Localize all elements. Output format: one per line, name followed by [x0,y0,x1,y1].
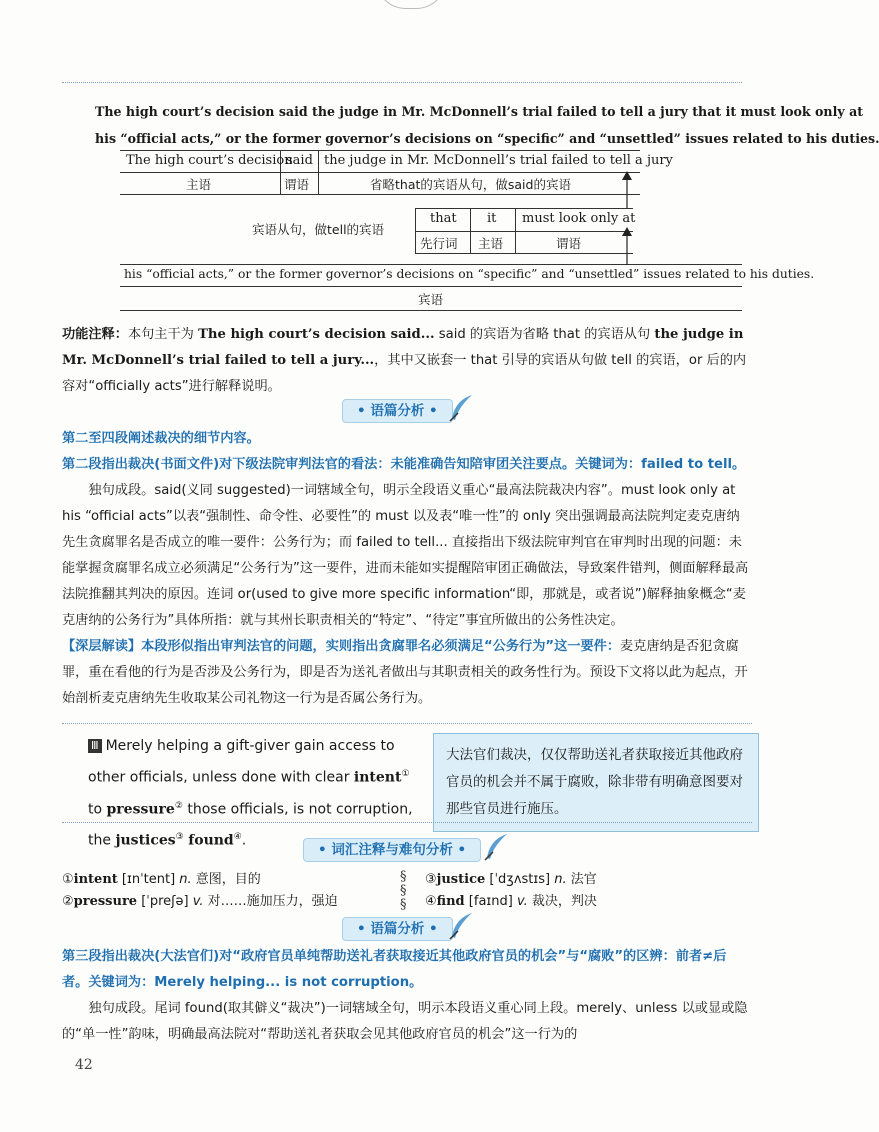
paragraph-number: Ⅲ [88,739,102,753]
deep-label: 【深层解读】 [62,639,142,654]
diagram-bottom-label: 宾语 [418,292,444,307]
diagram-bottom-top [120,264,742,265]
analysis-1-deep [62,634,752,712]
analysis-section-2 [62,944,752,1048]
function-note-text: said 的宾语为省略 that 的宾语从句 [434,327,655,342]
vocab-phonetic: [ɪnˈtent] [121,872,176,887]
diagram-arrows [610,170,640,270]
section-badge-discourse: • 语篇分析 • [342,399,453,423]
vocab-item [62,892,338,912]
footnote-marker: ① [401,769,410,779]
deep-rest: 麦克唐纳是否犯贪腐罪，重在看他的行为是否涉及公务行为，即是否为送礼者做出与其职责相关的政务性行为。预设下文将以此为起点，开始剖析麦克唐纳先生收取某公司礼物这一行为是否属公务行为。 [62,639,748,706]
vocab-pos: v. [516,894,528,909]
vocab-def: 法官 [570,872,597,887]
diagram-inner-mid [415,231,633,232]
footnote-marker: ③ [175,832,184,843]
diagram-bottom-text: his “official acts,” or the former governor’s decisions on “specific” and “unsettled” issues related to his duties. [124,267,815,281]
diagram-verb-label: 谓语 [284,177,310,192]
vocab-item [425,892,597,912]
page-number: 42 [75,1057,93,1073]
vocab-num: ③ [425,872,437,887]
diagram-verb: said [286,153,313,168]
function-note-text: ，其中又嵌套一 that 引导的宾语从句做 tell 的宾语， [374,353,689,368]
passage-keyword: intent [353,769,402,786]
function-note-bold: the judge in Mr. McDonnell’s trial failed to tell a jury... [62,327,744,368]
diagram-object-label: 省略that的宾语从句，做said的宾语 [370,177,571,192]
diagram-sep [515,208,516,254]
passage-keyword: pressure [106,801,175,818]
section-badge-discourse: • 语篇分析 • [342,917,453,941]
diagram-top-border [120,150,640,151]
passage-keyword: found [188,832,234,849]
diagram-object: the judge in Mr. McDonnell’s trial failed to tell a jury [324,153,673,168]
function-note-text: 本句主干为 [127,327,199,342]
vocab-word: pressure [73,894,138,909]
function-note-text: or 后的内容对“officially acts”进行解释说明。 [62,353,747,394]
vocab-phonetic: [ˈpreʃə] [141,894,189,909]
footnote-marker: ④ [233,832,242,843]
diagram-bottom-border [120,194,640,195]
footnote-marker: ② [174,800,183,811]
vocab-num: ① [62,872,74,887]
badge-label: 语篇分析 [370,921,425,937]
passage-text: Merely helping a gift-giver gain access to other officials, unless done with clear [88,738,395,786]
sentence-line-1: The high court’s decision said the judge in Mr. McDonnell’s trial failed to tell a jury that it must look only at [95,104,864,119]
analysis-1-key: 第二段指出裁决(书面文件)对下级法院审判法官的看法：未能准确告知陪审团关注要点。关键词为：failed to tell。 [62,457,746,472]
passage-text: to [88,801,107,818]
quill-icon [483,832,509,862]
diagram-inner-desc: 宾语从句，做tell的宾语 [252,222,385,237]
diagram-inner-that: that [430,211,457,226]
diagram-sep [318,150,319,194]
function-note-bold: The high court’s decision said... [198,327,435,342]
diagram-subject-label: 主语 [186,177,212,192]
passage-text: . [241,832,247,849]
vocab-phonetic: [ˈdʒʌstɪs] [489,872,551,887]
vocab-item [425,870,597,890]
section-divider [62,822,752,823]
function-note [62,322,752,400]
vocab-def: 裁决，判决 [531,894,597,909]
quill-icon [448,911,474,941]
diagram-mid-border [120,172,640,173]
diagram-inner-verb: must look only at [522,211,636,226]
diagram-bottom-bot [120,310,742,311]
vocab-num: ④ [425,894,437,909]
sentence-line-2: his “official acts,” or the former governor’s decisions on “specific” and “unsettled” issues related to his duties. [95,131,879,146]
vocab-def: 对……施加压力，强迫 [207,894,338,909]
vocab-phonetic: [faɪnd] [468,894,513,909]
diagram-inner-that-label: 先行词 [420,236,458,251]
passage-text: those officials, is not corruption, the [88,801,413,849]
badge-label: 语篇分析 [370,403,425,419]
section-badge-vocab: • 词汇注释与难句分析 • [303,838,481,862]
analysis-1-heading: 第二至四段阐述裁决的细节内容。 [62,431,260,446]
section-divider [62,723,752,724]
analysis-section-1 [62,426,752,712]
analysis-1-body: 独句成段。said(义同 suggested)一词辖域全句，明示全段语义重心“最高法院裁决内容”。must look only at his “official acts”以表“强制性、命令性、必要性”的 must 以及表“唯一性”的 only 突出强调最高法院判定麦克唐纳先生贪腐罪名是否成立的唯一要件：公务行为；而 failed to tell... 直接指出下级法院审判官在审判时出现的问题：未能掌握贪腐罪名成立必须满足“公务行为”这一要件，进而未能如实提醒陪审团正确做法，导致案件错判，侧面解释最高法院推翻其判决的原因。连词 or(used to give more specific information“即，那就是，或者说”)解释抽象概念“麦克唐纳的公务行为”具体所指：就与其州长职责相关的“特定”、“待定”事宜所做出的公务性决定。 [62,483,749,628]
vocab-pos: n. [554,872,567,887]
quill-icon [448,393,474,423]
diagram-inner-bottom [415,253,633,254]
vocab-def: 意图，目的 [195,872,261,887]
deep-bold: 本段形似指出审判法官的问题，实则指出贪腐罪名必须满足“公务行为”这一要件： [141,639,621,654]
analysis-2-body: 独句成段。尾词 found(取其僻义“裁决”)一词辖域全句，明示本段语义重心同上段。merely、unless 以或显或隐的“单一性”韵味，明确最高法院对“帮助送礼者获取会见其他政府官员的机会”这一行为的 [62,1001,748,1042]
vocab-word: intent [73,872,118,887]
diagram-bottom-mid [120,286,742,287]
vocab-item [62,870,261,890]
diagram-subject: The high court’s decision [126,153,293,168]
brace-divider: § § § [400,869,407,912]
analysis-2-heading: 第三段指出裁决(大法官们)对“政府官员单纯帮助送礼者获取接近其他政府官员的机会”与“腐败”的区辨：前者≠后者。关键词为：Merely helping... is not corruption。 [62,949,727,990]
vocab-pos: n. [179,872,192,887]
sentence-structure-diagram [0,0,879,320]
diagram-inner-top [415,208,633,209]
vocab-word: justice [436,872,486,887]
vocab-word: find [436,894,465,909]
diagram-inner-it: it [487,211,497,226]
vocab-pos: v. [192,894,204,909]
diagram-inner-it-label: 主语 [478,236,504,251]
diagram-sep [470,208,471,254]
diagram-inner-verb-label: 谓语 [556,236,582,251]
passage-keyword: justices [115,832,176,849]
function-note-label: 功能注释： [62,327,128,342]
vocab-num: ② [62,894,74,909]
translation-box: 大法官们裁决，仅仅帮助送礼者获取接近其他政府官员的机会并不属于腐败，除非带有明确意图要对那些官员进行施压。 [433,733,759,832]
badge-label: 词汇注释与难句分析 [331,842,453,858]
passage-paragraph-3 [88,732,428,855]
